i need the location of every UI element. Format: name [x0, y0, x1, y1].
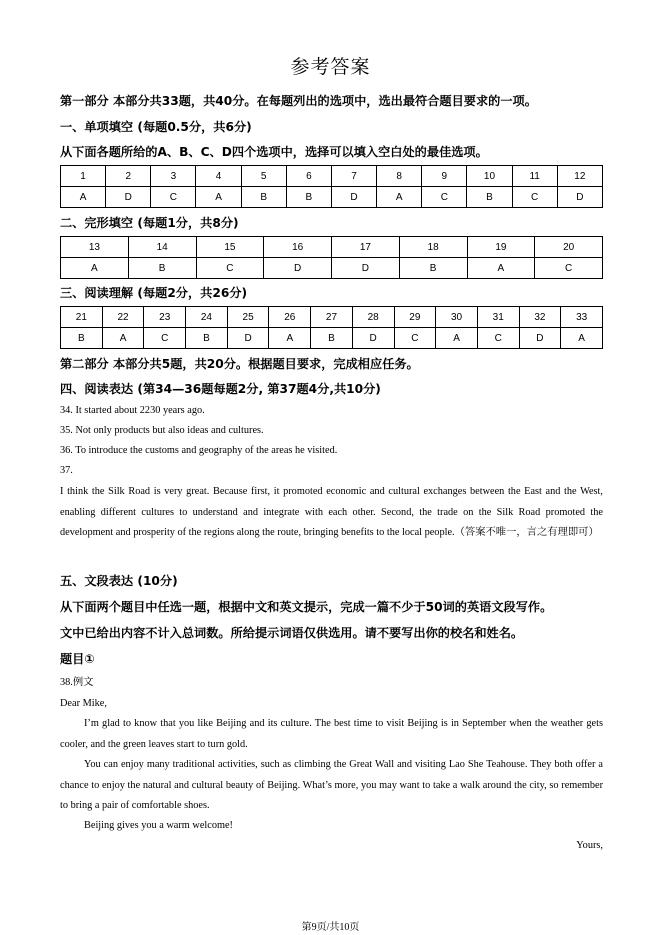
question-number-cell: 8: [377, 166, 422, 187]
section1-instruction: 从下面各题所给的A、B、C、D四个选项中，选择可以填入空白处的最佳选项。: [60, 145, 488, 159]
page-title: 参考答案: [290, 56, 371, 78]
question-number-cell: 7: [331, 166, 376, 187]
essay-paragraph-2: You can enjoy many traditional activities, such as climbing the Great Wall and visiting Lao She Teahouse. They both offer a chance to enjoy the natural and cultural beauty of Beijing. What’s more, you may want to take a walk around the city, so remember to bring a pair of comfortable shoes.: [60, 759, 603, 811]
question-number-cell: 30: [436, 307, 478, 328]
table-row-numbers: [61, 307, 603, 328]
answer-cell: A: [467, 258, 535, 279]
table-row-numbers: [61, 166, 603, 187]
answer-cell: B: [311, 328, 353, 349]
question-number-cell: 9: [422, 166, 467, 187]
part2-intro: 第二部分 本部分共5题，共20分。根据题目要求，完成相应任务。: [60, 357, 419, 371]
answer-table-3: [60, 306, 603, 349]
section5-instruction-1: 从下面两个题目中任选一题，根据中文和英文提示，完成一篇不少于50词的英语文段写作。: [60, 600, 553, 614]
question-number-cell: 13: [61, 237, 129, 258]
part1-intro: 第一部分 本部分共33题，共40分。在每题列出的选项中，选出最符合题目要求的一项。: [60, 94, 537, 108]
section4-heading: 四、阅读表达 (第34—36题每题2分, 第37题4分,共10分): [60, 382, 381, 396]
question-number-cell: 25: [227, 307, 269, 328]
essay-closing: Yours,: [576, 840, 603, 851]
section5-instruction-2: 文中已给出内容不计入总词数。所给提示词语仅供选用。请不要写出你的校名和姓名。: [60, 626, 524, 640]
answer-cell: C: [477, 328, 519, 349]
answer-cell: A: [269, 328, 311, 349]
answer-cell: B: [186, 328, 228, 349]
question-number-cell: 11: [512, 166, 557, 187]
answer-35: 35. Not only products but also ideas and cultures.: [60, 425, 264, 436]
answer-cell: A: [196, 187, 241, 208]
answer-36: 36. To introduce the customs and geography of the areas he visited.: [60, 445, 338, 456]
answer-cell: B: [467, 187, 512, 208]
answer-cell: A: [102, 328, 144, 349]
essay-salutation: Dear Mike,: [60, 698, 107, 709]
answer-cell: D: [352, 328, 394, 349]
table-row-numbers: [61, 237, 603, 258]
question-number-cell: 26: [269, 307, 311, 328]
question-number-cell: 18: [399, 237, 467, 258]
page-footer: 第9页/共10页: [301, 922, 360, 933]
answer-cell: D: [519, 328, 561, 349]
answer-cell: C: [196, 258, 264, 279]
table-row-answers: [61, 328, 603, 349]
section5-heading: 五、文段表达 (10分): [60, 574, 178, 588]
answer-cell: C: [144, 328, 186, 349]
answer-cell: B: [128, 258, 196, 279]
answer-cell: C: [512, 187, 557, 208]
question-number-cell: 2: [106, 166, 151, 187]
question-number-cell: 10: [467, 166, 512, 187]
answer-cell: B: [241, 187, 286, 208]
answer-cell: D: [227, 328, 269, 349]
answer-cell: A: [61, 258, 129, 279]
question-number-cell: 33: [561, 307, 603, 328]
section2-heading: 二、完形填空 (每题1分，共8分): [60, 216, 239, 230]
question-number-cell: 31: [477, 307, 519, 328]
answer-cell: D: [331, 187, 376, 208]
answer-cell: D: [106, 187, 151, 208]
answer-cell: C: [151, 187, 196, 208]
question-number-cell: 15: [196, 237, 264, 258]
question-number-cell: 20: [535, 237, 603, 258]
question-number-cell: 17: [332, 237, 400, 258]
essay-paragraph-3: Beijing gives you a warm welcome!: [84, 820, 233, 831]
answer-cell: C: [422, 187, 467, 208]
answer-cell: A: [61, 187, 106, 208]
answer-cell: C: [535, 258, 603, 279]
section3-heading: 三、阅读理解 (每题2分，共26分): [60, 286, 248, 300]
question-number-cell: 6: [286, 166, 331, 187]
answer-cell: D: [332, 258, 400, 279]
essay-paragraph-1: I’m glad to know that you like Beijing and its culture. The best time to visit Beijing is in September when the weather gets cooler, and the green leaves start to turn gold.: [60, 718, 603, 750]
answer-cell: C: [394, 328, 436, 349]
answer-cell: B: [286, 187, 331, 208]
question-number-cell: 24: [186, 307, 228, 328]
question-number-cell: 14: [128, 237, 196, 258]
answer-34: 34. It started about 2230 years ago.: [60, 405, 205, 416]
answer-cell: B: [61, 328, 103, 349]
answer-table-1: [60, 165, 603, 208]
section1-heading: 一、单项填空 (每题0.5分，共6分): [60, 120, 252, 134]
answer-table-2: [60, 236, 603, 279]
question-number-cell: 1: [61, 166, 106, 187]
table-row-answers: [61, 187, 603, 208]
answer-cell: D: [264, 258, 332, 279]
question-number-cell: 16: [264, 237, 332, 258]
question-number-cell: 12: [557, 166, 602, 187]
answer-37-label: 37.: [60, 465, 73, 476]
topic-label: 题目①: [60, 652, 95, 666]
question-number-cell: 27: [311, 307, 353, 328]
question-number-cell: 23: [144, 307, 186, 328]
question-number-cell: 29: [394, 307, 436, 328]
table-row-answers: [61, 258, 603, 279]
question-number-cell: 22: [102, 307, 144, 328]
answer-cell: A: [561, 328, 603, 349]
answer-cell: A: [436, 328, 478, 349]
answer-cell: A: [377, 187, 422, 208]
answer-cell: D: [557, 187, 602, 208]
question-number-cell: 19: [467, 237, 535, 258]
question-number-cell: 21: [61, 307, 103, 328]
essay-label: 38.例文: [60, 677, 94, 688]
question-number-cell: 3: [151, 166, 196, 187]
answer-cell: B: [399, 258, 467, 279]
question-number-cell: 28: [352, 307, 394, 328]
question-number-cell: 5: [241, 166, 286, 187]
question-number-cell: 4: [196, 166, 241, 187]
question-number-cell: 32: [519, 307, 561, 328]
answer-37-text: I think the Silk Road is very great. Because first, it promoted economic and cultural exchanges between the East and the West, enabling different cultures to understand and integrate with each other. Second, the trade on the Silk Road promoted the development and prosperity of the regions along the route, bringing benefits to the local people.（答案不唯一，言之有理即可）: [60, 486, 603, 538]
